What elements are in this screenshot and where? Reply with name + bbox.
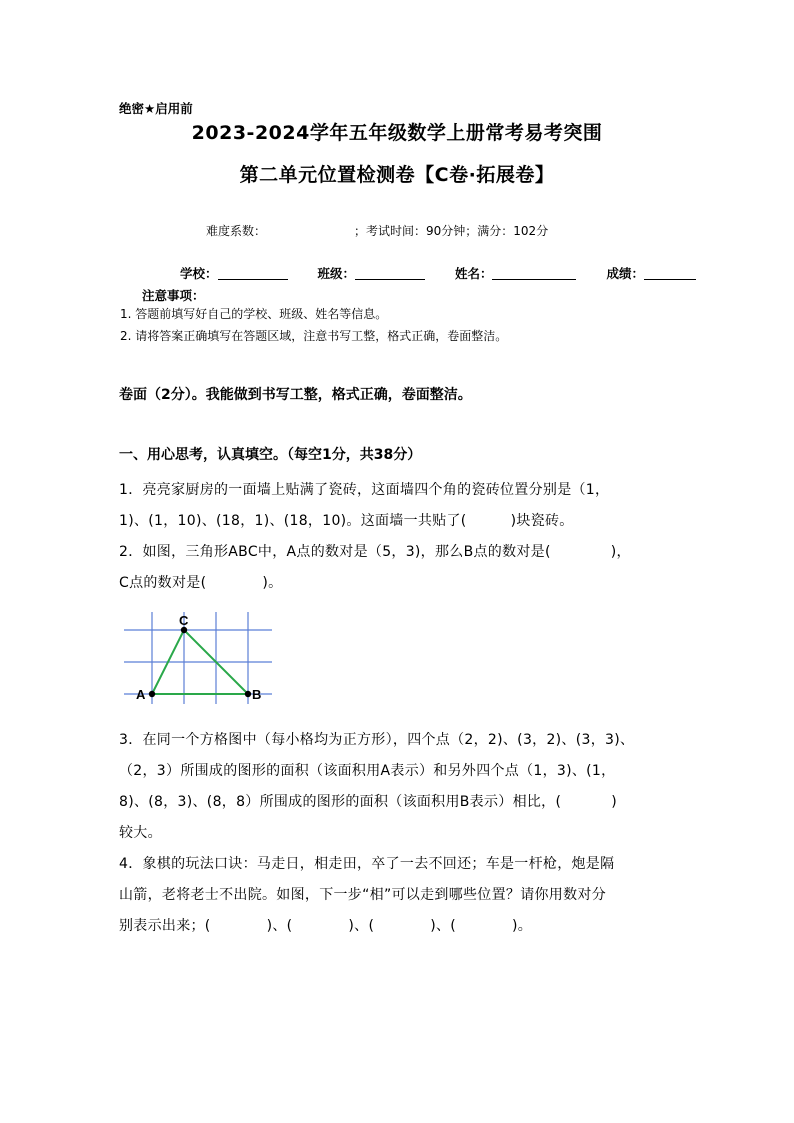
q1-line2 <box>119 510 574 530</box>
q1-text-a: 1)、(1，10)、(18，1)、(18，10)。这面墙一共贴了( <box>119 513 467 529</box>
student-info-row <box>180 264 696 282</box>
q3-text-a: 8)、(8，3)、(8，8）所围成的图形的面积（该面积用B表示）相比，( <box>119 794 562 810</box>
q1-line1: 1．亮亮家厨房的一面墙上贴满了瓷砖，这面墙四个角的瓷砖位置分别是（1， <box>119 482 610 498</box>
score-label: 成绩： <box>606 266 644 281</box>
label-b: B <box>252 687 262 702</box>
q2-text-a: 2．如图，三角形ABC中，A点的数对是（5，3)，那么B点的数对是( <box>119 544 551 560</box>
score-blank[interactable] <box>644 266 696 280</box>
exam-info: ；考试时间：90分钟；满分：102分 <box>354 224 549 238</box>
q1-text-b: )块瓷砖。 <box>510 513 574 529</box>
class-label: 班级： <box>317 266 355 281</box>
section1-heading: 一、用心思考，认真填空。（每空1分，共38分） <box>119 447 422 463</box>
q4-text-b: )、( <box>266 918 293 934</box>
grid-lines <box>124 612 272 704</box>
school-blank[interactable] <box>218 266 288 280</box>
label-a: A <box>136 687 146 702</box>
exam-title-line1: 2023-2024学年五年级数学上册常考易考突围 <box>191 122 603 144</box>
point-a <box>149 691 155 697</box>
notice-item-2: 2. 请将答案正确填写在答题区域，注意书写工整，格式正确，卷面整洁。 <box>120 329 508 343</box>
q2-line1 <box>119 541 631 561</box>
q4-text-c: )、( <box>348 918 375 934</box>
q3-line2: （2，3）所围成的图形的面积（该面积用A表示）和另外四个点（1，3)、(1， <box>119 763 616 779</box>
q2-text-b: )， <box>610 544 631 560</box>
q2-text-d: )。 <box>262 575 283 591</box>
appearance-statement: 卷面（2分）。我能做到书写工整，格式正确，卷面整洁。 <box>119 387 472 403</box>
q4-text-a: 别表示出来；( <box>119 918 211 934</box>
q4-text-d: )、( <box>430 918 457 934</box>
q2-line2 <box>119 572 282 592</box>
q3-line1: 3．在同一个方格图中（每小格均为正方形），四个点（2，2)、(3，2)、(3，3)、 <box>119 732 635 748</box>
q3-line3 <box>119 791 617 811</box>
notice-item-1: 1. 答题前填写好自己的学校、班级、姓名等信息。 <box>120 307 388 321</box>
q4-line2: 山箭，老将老士不出院。如图，下一步“相”可以走到哪些位置？请你用数对分 <box>119 887 607 903</box>
exam-meta <box>206 222 548 239</box>
exam-title-line2: 第二单元位置检测卷【C卷·拓展卷】 <box>239 164 555 186</box>
difficulty-label: 难度系数： <box>206 224 267 238</box>
q3-line4: 较大。 <box>119 825 162 841</box>
q4-line1: 4．象棋的玩法口诀：马走日，相走田，卒了一去不回还；车是一杆枪，炮是隔 <box>119 856 615 872</box>
point-b <box>245 691 251 697</box>
triangle-grid-figure <box>120 610 276 706</box>
name-blank[interactable] <box>492 266 576 280</box>
label-c: C <box>179 613 189 628</box>
top-secret-mark: 绝密★启用前 <box>119 101 193 116</box>
school-label: 学校： <box>180 266 218 281</box>
q4-line3 <box>119 915 532 935</box>
name-label: 姓名： <box>454 266 493 281</box>
q4-text-e: )。 <box>512 918 533 934</box>
q2-text-c: C点的数对是( <box>119 575 207 591</box>
q3-text-b: ) <box>611 794 618 810</box>
class-blank[interactable] <box>355 266 425 280</box>
notice-heading: 注意事项： <box>142 288 205 303</box>
